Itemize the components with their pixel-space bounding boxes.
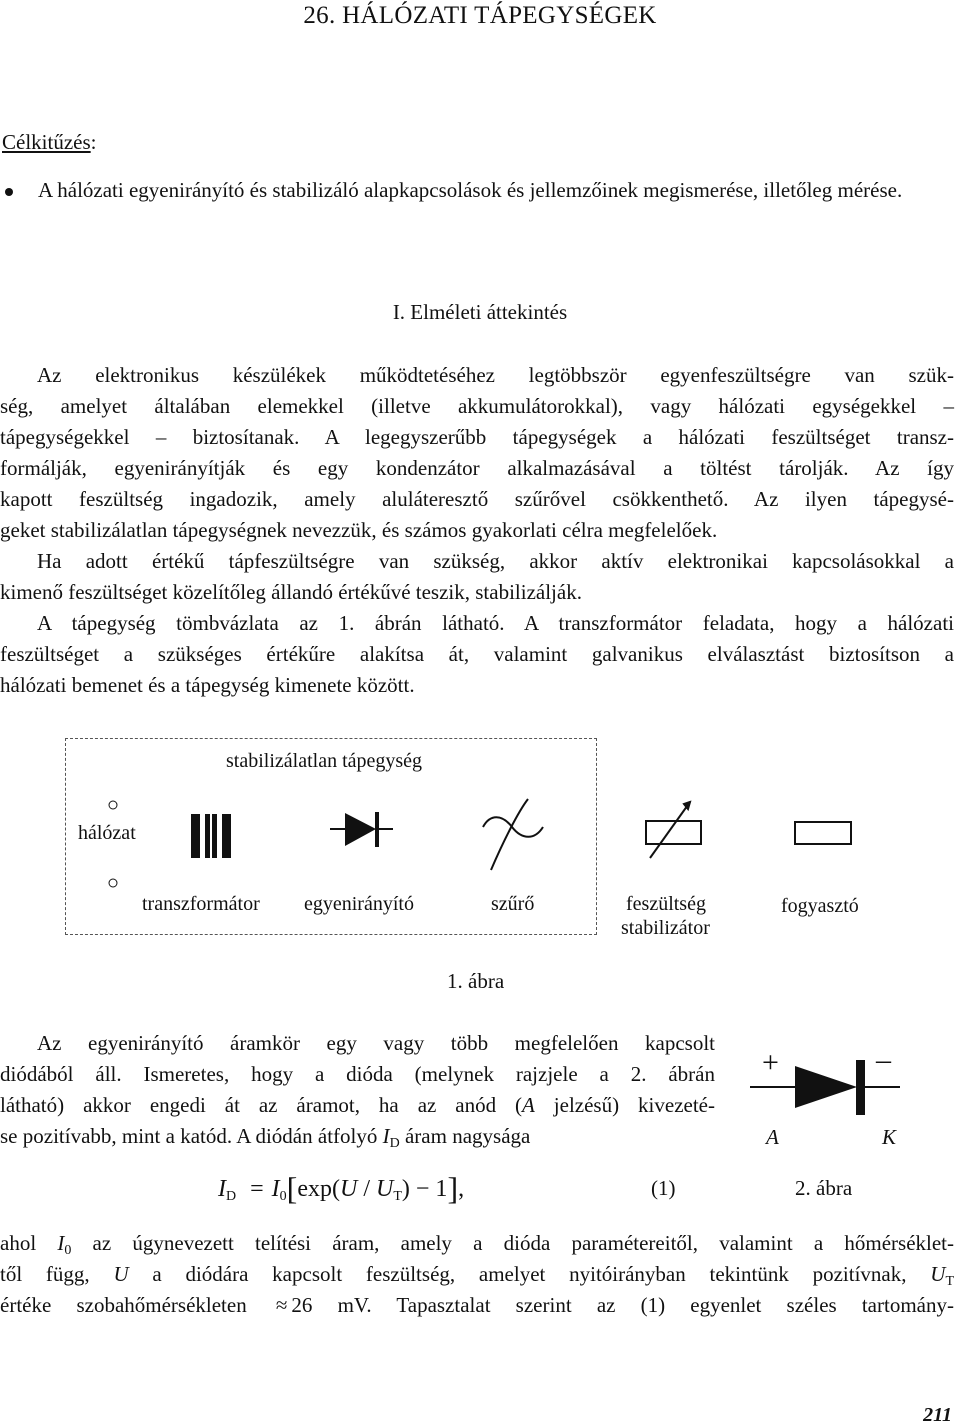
- eq-exp: exp(: [297, 1176, 340, 1202]
- text-span: től függ,: [0, 1262, 114, 1286]
- load-label: fogyasztó: [781, 895, 859, 917]
- anode-symbol: A: [522, 1093, 535, 1117]
- text-span: jelzésű) kivezeté-: [534, 1093, 715, 1117]
- current-subscript: D: [389, 1136, 400, 1151]
- filter-label: szűrő: [491, 893, 535, 915]
- section-heading: I. Elméleti áttekintés: [392, 300, 568, 324]
- approx-symbol: ≈: [275, 1293, 288, 1317]
- eq-comma: ,: [458, 1176, 465, 1202]
- text-line: kapott feszültség ingadozik, amely aluláteresztő szűrővel csökkenthető. Az ilyen tápegysé-: [0, 487, 954, 511]
- i0-subscript: 0: [64, 1243, 72, 1258]
- text-line: [0, 1121, 715, 1152]
- resistor-icon: [795, 822, 851, 844]
- text-line: diódából áll. Ismeretes, hogy a dióda (melynek rajzjele a 2. ábrán: [0, 1062, 715, 1086]
- text-line: [0, 1228, 954, 1259]
- figure1-caption: 1. ábra: [447, 969, 505, 993]
- eq-equals: =: [250, 1176, 264, 1202]
- diode-symbol: [740, 1056, 940, 1126]
- bracket-close: ]: [447, 1170, 459, 1206]
- input-terminal-top: [109, 801, 117, 809]
- cathode-label: K: [882, 1125, 897, 1149]
- transformer-icon: [191, 814, 231, 858]
- intro-paragraph: [0, 360, 954, 701]
- text-line: [0, 1290, 954, 1321]
- text-span: 26 mV. Tapasztalat szerint az (1) egyenlet széles tartomány-: [291, 1293, 954, 1317]
- transformer-label: transzformátor: [142, 893, 260, 915]
- text-line: tápegységekkel – biztosítanak. A legegyszerűbb tápegységek a hálózati feszültséget transz-: [0, 425, 954, 449]
- eq-minus-one: ) − 1: [401, 1176, 448, 1202]
- diode-icon: [330, 812, 393, 847]
- eq-u: U: [339, 1176, 358, 1202]
- text-span: látható) akkor engedi át az áramot, ha az anód (: [0, 1093, 523, 1117]
- bracket-open: [: [286, 1170, 298, 1206]
- objective-bullet-text: A hálózati egyenirányító és stabilizáló alapkapcsolások és jellemzőinek megismerése, illetőleg mérése.: [38, 178, 903, 202]
- text-line: feszültséget a szükséges értékűre alakítsa át, valamint galvanikus elválasztást biztosítson a: [0, 642, 954, 666]
- page-title: 26. HÁLÓZATI TÁPEGYSÉGEK: [303, 2, 657, 29]
- i0-symbol: I: [57, 1231, 65, 1255]
- minus-sign: –: [876, 1043, 891, 1076]
- text-line: formálják, egyenirányítják és egy kondenzátor alkalmazásával a töltést tárolják. Az így: [0, 456, 954, 480]
- stabilizer-label-line1: feszültség: [626, 893, 706, 915]
- eq-ut-sub: T: [393, 1189, 402, 1204]
- objective-label-text: Célkitűzés: [2, 130, 91, 154]
- text-span: értéke szobahőmérsékleten: [0, 1293, 272, 1317]
- text-span: ahol: [0, 1231, 58, 1255]
- diode-equation: [218, 1170, 464, 1207]
- stabilizer-label-line2: stabilizátor: [621, 917, 710, 939]
- eq-ut: U: [376, 1176, 394, 1202]
- text-line: geket stabilizálatlan tápegységnek nevezzük, és számos gyakorlati célra megfelelőek.: [0, 518, 718, 542]
- text-span: se pozitívabb, mint a katód. A diódán átfolyó: [0, 1124, 383, 1148]
- current-symbol: I: [382, 1124, 390, 1148]
- u-symbol: U: [113, 1262, 129, 1286]
- rectifier-label: egyenirányító: [304, 893, 414, 915]
- eq-id: I: [218, 1176, 226, 1202]
- input-terminal-bottom: [109, 879, 117, 887]
- ut-subscript: T: [945, 1274, 954, 1289]
- cathode-bar: [856, 1060, 865, 1115]
- figure2-caption: 2. ábra: [795, 1176, 853, 1200]
- objective-label: [2, 130, 97, 155]
- anode-label: A: [766, 1125, 779, 1149]
- eq-i0: I: [271, 1176, 280, 1202]
- page-number: 211: [923, 1404, 952, 1426]
- text-line: A tápegység tömbvázlata az 1. ábrán látható. A transzformátor feladata, hogy a hálózati: [37, 611, 954, 635]
- text-line: hálózati bemenet és a tápegység kimenete között.: [0, 673, 415, 697]
- text-line: Ha adott értékű tápfeszültségre van szükség, akkor aktív elektronikai kapcsolásokkal a: [37, 549, 954, 573]
- text-span: áram nagysága: [399, 1124, 531, 1148]
- text-line: kimenő feszültséget közelítőleg állandó értékűvé teszik, stabilizálják.: [0, 580, 582, 604]
- diode-triangle-icon: [795, 1066, 857, 1108]
- text-line: Az egyenirányító áramkör egy vagy több megfelelően kapcsolt: [37, 1031, 715, 1055]
- variable-resistor-icon: [646, 802, 701, 858]
- diode-paragraph: [0, 1028, 715, 1152]
- text-span: a diódára kapcsolt feszültség, amelyet nyitóirányban tekintünk pozitívnak,: [128, 1262, 931, 1286]
- plus-sign: +: [762, 1046, 779, 1079]
- text-span: az úgynevezett telítési áram, amely a dióda paramétereitől, valamint a hőmérséklet-: [71, 1231, 955, 1255]
- text-line: [0, 1259, 954, 1290]
- bullet-icon: [5, 188, 13, 196]
- filter-icon: [483, 799, 543, 870]
- saturation-paragraph: [0, 1228, 954, 1321]
- mains-label: hálózat: [78, 822, 136, 844]
- text-line: Az elektronikus készülékek működtetéséhez legtöbbször egyenfeszültségre van szük-: [37, 363, 954, 387]
- unstabilized-supply-label: stabilizálatlan tápegység: [226, 750, 423, 772]
- text-line: ség, amelyet általában elemekkel (illetve akkumulátorokkal), vagy hálózati egységekkel –: [0, 394, 954, 418]
- eq-slash: /: [357, 1176, 376, 1202]
- objective-colon: :: [90, 130, 97, 154]
- equation-number: (1): [651, 1176, 676, 1200]
- ut-symbol: U: [930, 1262, 946, 1286]
- eq-id-sub: D: [226, 1189, 237, 1204]
- eq-i0-sub: 0: [279, 1189, 287, 1204]
- text-line: [0, 1090, 715, 1121]
